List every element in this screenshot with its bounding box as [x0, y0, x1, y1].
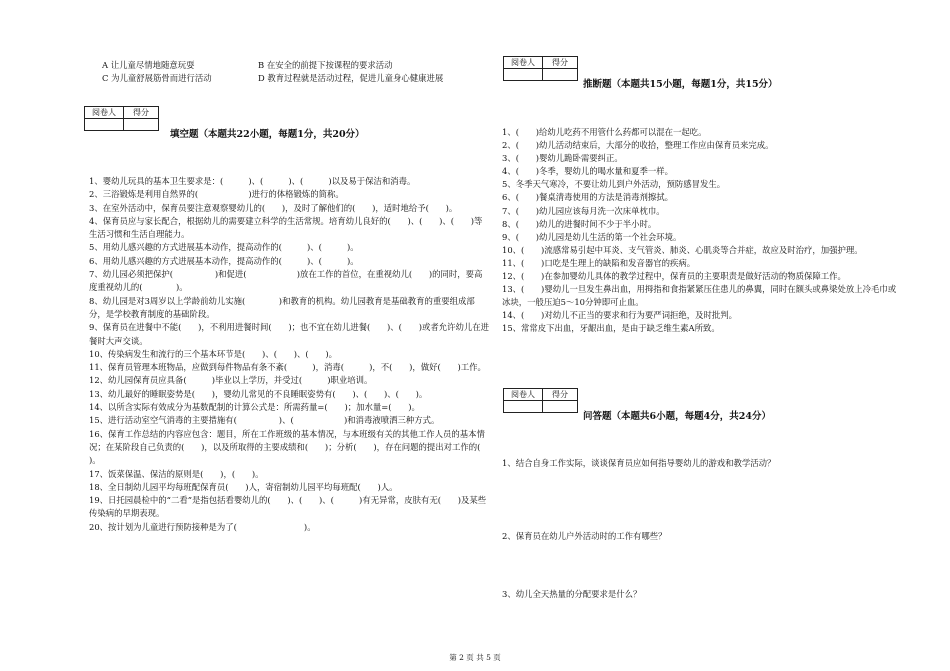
fill-question-14: 14、以所含实际有效成分为基数配制的计算公式是：所需药量=( )；加水量=( )。 [89, 402, 420, 413]
qa-score-box [503, 388, 578, 413]
judge-question-3: 3、( )婴幼儿跪卧需要纠正。 [502, 153, 623, 164]
reviewer-cell[interactable] [504, 69, 543, 81]
judge-question-2: 2、( )幼儿活动结束后，大部分的收拾，整理工作应由保育员来完成。 [502, 140, 774, 151]
judge-section-title: 推断题（本题共15小题，每题1分，共15分） [583, 79, 778, 90]
option-d: D 教育过程就是活动过程，促进儿童身心健康进展 [258, 73, 444, 83]
fill-question-17: 17、饭菜保温、保洁的原则是( )，( )。 [89, 468, 264, 479]
qa-question-2: 2、保育员在幼儿户外活动时的工作有哪些？ [502, 531, 667, 541]
judge-question-1: 1、( )给幼儿吃药不用管什么药都可以混在一起吃。 [502, 127, 707, 137]
reviewer-label: 阅卷人 [504, 57, 543, 69]
option-c: C 为儿童舒展筋骨而进行活动 [102, 73, 212, 83]
qa-question-3: 3、幼儿全天热量的分配要求是什么？ [502, 589, 642, 599]
fill-score-box [84, 106, 159, 131]
fill-question-15: 15、进行活动室空气消毒的主要措施有( )、( )和消毒液喷洒三种方式。 [89, 415, 440, 426]
fill-question-13: 13、幼儿最好的睡眠姿势是( )，婴幼儿常见的不良睡眠姿势有( )、( )、( )。 [89, 388, 428, 399]
judge-question-12: 12、( )在参加婴幼儿具体的教学过程中，保育员的主要职责是做好活动的物质保障工作。 [502, 271, 846, 282]
score-cell[interactable] [543, 69, 578, 81]
fill-question-11: 11、保育员管理本班物品，应做到每件物品有条不紊( )，消毒( )，不( )，做好( )工作。 [89, 362, 486, 373]
fill-question-10: 10、传染病发生和流行的三个基本环节是( )、( )、( )。 [89, 348, 338, 359]
fill-section-title: 填空题（本题共22小题，每题1分，共20分） [170, 129, 365, 140]
score-cell[interactable] [124, 119, 159, 131]
reviewer-cell[interactable] [504, 401, 543, 413]
judge-question-5: 5、冬季天气寒冷，不要让幼儿到户外活动，预防感冒发生。 [502, 179, 726, 190]
reviewer-label: 阅卷人 [504, 389, 543, 401]
fill-question-20: 20、按计划为儿童进行预防接种是为了( )。 [89, 521, 316, 532]
judge-question-8: 8、( )幼儿的进餐时间不少于半小时。 [502, 218, 657, 229]
fill-question-7: 7、幼儿园必须把保护( )和促进( )放在工作的首位，在重视幼儿( )的同时，要高度重视幼儿的( )。 [89, 269, 483, 293]
judge-question-6: 6、( )餐桌清毒使用的方法是消毒剂擦拭。 [502, 192, 673, 203]
fill-question-16: 16、保育工作总结的内容应包含：题目，所在工作班级的基本情况，与本班级有关的其他工作人员的基本情况；在某阶段自己负责的( )，以及所取得的主要成绩和( )；分析( )，存在问题的提出对工作的( )。 [89, 428, 498, 466]
fill-question-6: 6、用幼儿感兴趣的方式进展基本动作，提高动作的( )、( )。 [89, 255, 359, 266]
score-cell[interactable] [543, 401, 578, 413]
qa-section-title: 问答题（本题共6小题，每题4分，共24分） [583, 411, 771, 422]
score-label: 得分 [124, 107, 159, 119]
judge-questions [502, 126, 902, 336]
score-label: 得分 [543, 389, 578, 401]
fill-question-18: 18、全日制幼儿园平均每班配保育员( )人，寄宿制幼儿园平均每班配( )人。 [89, 481, 398, 492]
judge-score-box [503, 56, 578, 81]
reviewer-label: 阅卷人 [85, 107, 124, 119]
judge-question-13: 13、( )婴幼儿一旦发生鼻出血，用拇指和食指紧紧压住患儿的鼻翼，同时在额头或鼻梁处放上冷毛巾或冰块，一般压迫5～10分钟即可止血。 [502, 284, 897, 308]
judge-question-9: 9、( )幼儿园是幼儿生活的第一个社会环境。 [502, 231, 682, 242]
judge-question-4: 4、( )冬季，婴幼儿的喝水量和夏季一样。 [502, 166, 673, 177]
fill-question-3: 3、在室外活动中，保育员要注意观察婴幼儿的( )，及时了解他们的( )，适时地给予( )。 [89, 202, 458, 213]
score-label: 得分 [543, 57, 578, 69]
page-footer: 第 2 页 共 5 页 [449, 653, 501, 662]
judge-question-7: 7、( )幼儿园应该每月洗一次床单枕巾。 [502, 205, 665, 216]
fill-question-1: 1、婴幼儿玩具的基本卫生要求是：( )、( )、( )以及易于保洁和消毒。 [89, 176, 416, 186]
option-b: B 在安全的前提下按课程的要求活动 [258, 60, 393, 70]
fill-question-9: 9、保育员在进餐中不能( )，不利用进餐时间( )；也不宜在幼儿进餐( )、( )或者允许幼儿在进餐时大声交谈。 [89, 322, 489, 346]
fill-question-19: 19、日托园晨检中的“二看”是指包括看婴幼儿的( )、( )、( )有无异常，皮肤有无( )及某些传染病的早期表现。 [89, 495, 487, 519]
fill-question-2: 2、三浴锻炼是利用自然界的( )进行的体格锻炼的简称。 [89, 189, 344, 200]
qa-question-1: 1、结合自身工作实际，谈谈保育员应如何指导婴幼儿的游戏和教学活动？ [502, 458, 776, 468]
reviewer-cell[interactable] [85, 119, 124, 131]
fill-questions [89, 175, 498, 534]
judge-question-11: 11、( )口吃是生理上的缺陷和发音器官的疾病。 [502, 257, 696, 268]
option-a: A 让儿童尽情地随意玩耍 [102, 60, 195, 70]
judge-question-14: 14、( )对幼儿不正当的要求和行为要严词拒绝，及时批判。 [502, 310, 737, 321]
fill-question-8: 8、幼儿园是对3周岁以上学龄前幼儿实施( )和教育的机构。幼儿园教育是基础教育的重要组成部分，是学校教育制度的基础阶段。 [89, 295, 475, 319]
judge-question-10: 10、( )流感常易引起中耳炎、支气管炎、肺炎、心肌炎等合并症，故应及时治疗，加强护理。 [502, 244, 863, 255]
fill-question-4: 4、保育员应与家长配合，根据幼儿的需要建立科学的生活常规。培育幼儿良好的( )、( )、( )等生活习惯和生活自理能力。 [89, 215, 483, 240]
fill-question-5: 5、用幼儿感兴趣的方式进展基本动作，提高动作的( )、( )。 [89, 242, 359, 253]
judge-question-15: 15、常常皮下出血，牙龈出血，是由于缺乏维生素A所致。 [502, 323, 720, 334]
fill-question-12: 12、幼儿园保育员应具备( )毕业以上学历，并受过( )职业培训。 [89, 375, 373, 386]
